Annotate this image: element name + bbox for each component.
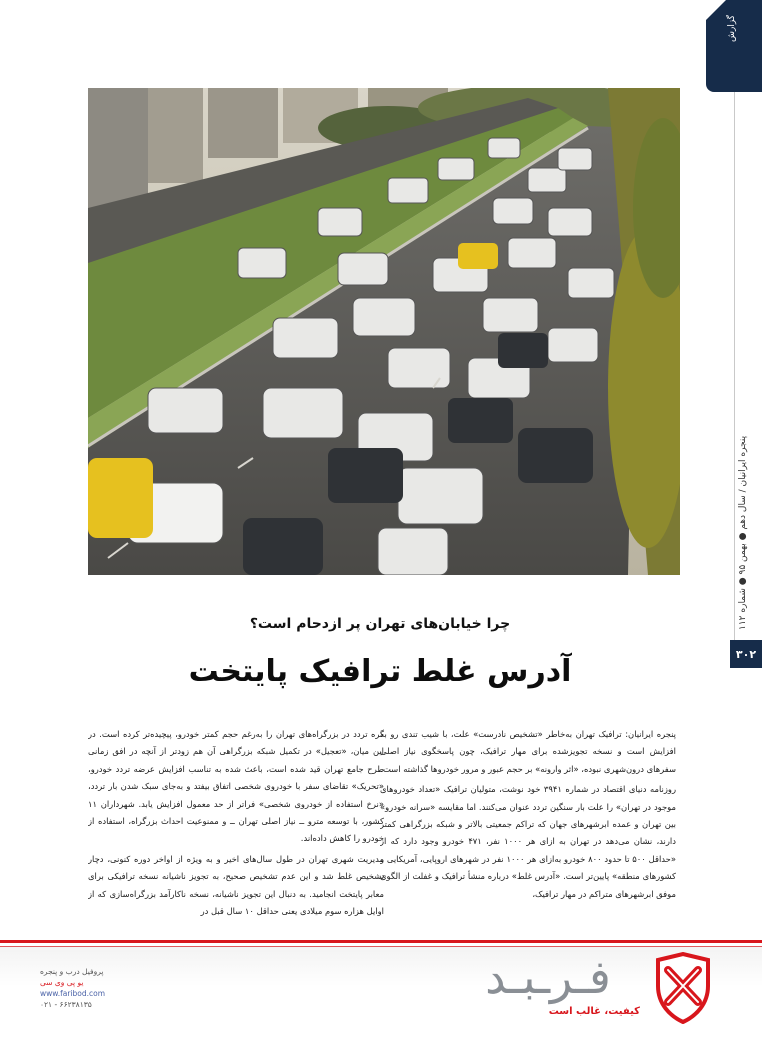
brand-name: فـرـبـد xyxy=(485,950,611,1004)
section-tab-label: گزارش xyxy=(727,14,737,42)
paragraph: روزنامه دنیای اقتصاد در شماره ۳۹۴۱ خود نوشت، متولیان ترافیک «تعداد خودروهای موجود در تهران» را علت بار سنگین تردد عنوان می‌کنند. اما مقایسه «سرانه خودرو» بین تهران و عمده ابرشهرهای جهان که تراکم جمعیتی بالاتر و شبکه بزرگراهی کمتر دارند، نشان می‌دهد در تهران به ازای هر ۱۰۰۰ نفر، ۴۷۱ خودرو وجود دارد که از «حداقل ۵۰۰ تا حدود ۸۰۰ خودرو به‌ازای هر ۱۰۰۰ نفر در شهرهای اروپایی، آمریکایی و کشورهای منطقه» پایین‌تر است. «آدرس غلط» درباره منشأ ترافیک و غفلت از الگوی موفق ابرشهرهای متراکم در مهار ترافیک، xyxy=(380,784,676,899)
advert-contact xyxy=(40,966,130,1030)
article-title: آدرس غلط ترافیک پایتخت xyxy=(188,654,572,689)
paragraph: گره تردد در بزرگراه‌های تهران را به‌رغم حجم کمتر خودرو، پیچیده‌تر کرده است. در این میان، «تعجیل» در تکمیل شبکه بزرگراهی آن هم زودتر از آنچه در افق زمانی طرح جامع تهران قید شده است، باعث شده به تناسب افزایش عرضه تردد خودرو، «تحریک» تقاضای سفر با خودروی شخصی اتفاق بیفتد و به‌جای سبک شدن بار تردد، «نرخ استفاده از خودروی شخصی» فراتر از حد معمول افزایش یابد. شهرداران ۱۱ کشور، با توسعه مترو ــ نیاز اصلی تهران ــ و ممنوعیت احداث بزرگراه، استفاده از خودرو را کاهش داده‌اند. xyxy=(88,729,384,844)
brand-slogan: کیفیت، غالب است xyxy=(548,1006,640,1017)
page-number: ۳۰۲ xyxy=(730,640,762,668)
contact-line: پروفیل درب و پنجره xyxy=(40,967,104,976)
brand-emblem-icon xyxy=(652,952,714,1024)
article-column-right xyxy=(380,726,676,922)
article-kicker: چرا خیابان‌های تهران پر ازدحام است؟ xyxy=(249,616,511,632)
paragraph: پنجره ایرانیان: ترافیک تهران به‌خاطر «تشخیص نادرست» علت، با شیب تندی رو به افزایش است و نسخه تجویزشده برای مهار ترافیک، چون پاسخگوی نیاز اصلی سفرهای درون‌شهری نبوده، «اثر وارونه» بر حجم عبور و مرور خودروها گذاشته است. xyxy=(380,729,676,774)
section-tab xyxy=(706,0,762,92)
traffic-photo xyxy=(88,88,680,575)
margin-rule xyxy=(734,92,735,640)
phone-number: ۰۲۱ - ۶۶۲۳۸۱۳۵ xyxy=(40,1000,92,1009)
section-tab-notch xyxy=(706,0,726,20)
article-column-left xyxy=(88,726,384,922)
paragraph: مدیریت شهری تهران در طول سال‌های اخیر و به ویژه از اواخر دوره کنونی، دچار تشخیص غلط شد و این عدم تشخیص صحیح، به تجویز ناشیانه نسخه ترافیکی برای معابر پایتخت انجامید. به دنبال این تجویز ناشیانه، نسخه ناکارآمد بزرگراه‌سازی که از اوایل هزاره سوم میلادی یعنی حداقل ۱۰ سال قبل در xyxy=(88,853,384,917)
footer-divider xyxy=(0,940,762,943)
contact-line: یو پی وی سی xyxy=(40,978,84,987)
issue-caption: پنجره ایرانیان / سال دهم ● بهمن ۹۵ ● شماره ۱۱۲ xyxy=(738,435,748,630)
website-link[interactable]: www.faribod.com xyxy=(40,989,106,998)
